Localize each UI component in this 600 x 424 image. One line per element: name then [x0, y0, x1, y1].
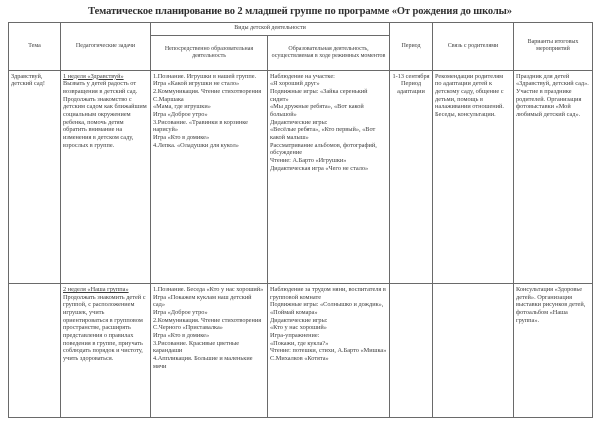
- header-family: Связь с родителями: [433, 23, 514, 71]
- joint-line: 1.Познание. Беседа «Кто у нас хороший»: [153, 285, 264, 293]
- joint-line: Игра «Доброе утро»: [153, 110, 208, 118]
- content-text: Вызвать у детей радость от возвращения в детский сад. Продолжать знакомство с детским садом как ближайшим социальным окружением ребенка, помочь детям обратить внимание на изменения в детском саду, взрослых в группе.: [63, 80, 147, 149]
- regime-line: Дидактическая игра «Чего не стало»: [270, 164, 369, 172]
- joint-line: 2.Коммуникация. Чтение стихотворения С.Черного «Приставалка»: [153, 316, 262, 332]
- cell-final: Праздник для детей «Здравствуй, детский сад». Участие в празднике родителей. Организация фотовыставки «Мой любимый детский сад».: [514, 70, 593, 283]
- regime-line: Рассматривание альбомов, фотографий, обсуждение: [270, 141, 377, 157]
- regime-line: «Покажи, где кукла?»: [270, 339, 329, 347]
- joint-line: 4.Аппликация. Большие и маленькие мячи: [153, 354, 253, 370]
- regime-line: Подвижные игры: «Солнышко и дождик», «Поймай комара»: [270, 301, 384, 316]
- regime-line: «Кто у нас хороший»: [270, 324, 327, 332]
- regime-line: «Я хороший друг»: [270, 80, 320, 88]
- joint-line: Игра «Какой игрушки не стало»: [153, 80, 240, 88]
- regime-line: Подвижные игры: «Зайка серенький сидит»: [270, 87, 368, 103]
- regime-line: Дидактические игры:: [270, 316, 328, 324]
- cell-family: Рекомендации родителям по адаптации детей к детскому саду, общение с детьми, помощь в налаживании отношений. Беседы, консультации.: [433, 70, 514, 283]
- cell-period: 1-13 сентября Период адаптации: [390, 70, 433, 283]
- header-period: Период: [390, 23, 433, 71]
- header-joint: Непосредственно образовательная деятельность: [151, 36, 268, 70]
- regime-line: Наблюдение на участке:: [270, 72, 335, 80]
- header-regime: Образовательная деятельность, осуществляемая в ходе режимных моментов: [268, 36, 390, 70]
- table-row: [9, 283, 593, 417]
- planning-table: [8, 22, 593, 418]
- cell-final: Консультация «Здоровье детей». Организация выставки рисунков детей, фотоальбом «Наша группа».: [514, 283, 593, 417]
- week-title: 2 неделя «Наша группа»: [63, 285, 129, 293]
- regime-line: «Мы дружные ребята», «Вот какой большой»: [270, 103, 364, 118]
- regime-line: Чтение: потешки, стихи, А.Барто «Мишка»: [270, 347, 387, 355]
- joint-line: 3.Рисование. «Травинки в корзинке нарисуй»: [153, 118, 248, 134]
- table-row: [9, 70, 593, 283]
- page-title: Тематическое планирование во 2 младшей группе по программе «От рождения до школы»: [88, 6, 512, 17]
- header-activities-group: Виды детской деятельности: [151, 23, 390, 36]
- content-text: Продолжать знакомить детей с группой, с расположением игрушек, учить ориентироваться в групповом пространстве, расширять представления о правилах поведения в группе, приучать соблюдать порядок и чистоту, учить здороваться.: [63, 293, 146, 362]
- regime-line: Дидактические игры:: [270, 118, 328, 126]
- joint-line: Игра «Кто в домике»: [153, 133, 210, 141]
- header-theme: Тема: [9, 23, 61, 71]
- joint-line: 2.Коммуникация. Чтение стихотворения С.Маршака: [153, 87, 262, 103]
- header-row-top: [9, 23, 593, 36]
- joint-line: 4.Лепка. «Оладушки для кукол»: [153, 141, 239, 149]
- joint-line: Игра «Доброе утро»: [153, 308, 208, 316]
- cell-regime: [268, 283, 390, 417]
- cell-family: [433, 283, 514, 417]
- joint-line: 1.Познание. Игрушки в нашей группе.: [153, 72, 257, 80]
- regime-line: Игра-упражнение:: [270, 331, 320, 339]
- joint-line: Игра «Кто в домике»: [153, 331, 210, 339]
- header-final: Варианты итоговых мероприятий: [514, 23, 593, 71]
- week-title: 1 неделя «Здравствуй»: [63, 72, 124, 80]
- header-content: Педагогические задачи: [61, 23, 151, 71]
- joint-line: «Мама, где игрушки»: [153, 103, 211, 111]
- regime-line: С.Михалков «Котята»: [270, 354, 329, 362]
- cell-theme: [9, 283, 61, 417]
- regime-line: Чтение: А.Барто «Игрушки»: [270, 156, 347, 164]
- regime-line: Наблюдение за трудом няни, воспитателя в групповой комнате: [270, 285, 386, 301]
- cell-content: [61, 283, 151, 417]
- joint-line: 3.Рисование. Красивые цветные карандаши: [153, 339, 240, 355]
- regime-line: «Весёлые ребята», «Кто первый», «Вот какой малыш»: [270, 126, 376, 141]
- cell-joint: [151, 70, 268, 283]
- cell-regime: [268, 70, 390, 283]
- cell-joint: [151, 283, 268, 417]
- cell-period: [390, 283, 433, 417]
- cell-content: [61, 70, 151, 283]
- cell-theme: Здравствуй, детский сад!: [9, 70, 61, 283]
- joint-line: Игра «Покажем куклам наш детский сад»: [153, 293, 252, 309]
